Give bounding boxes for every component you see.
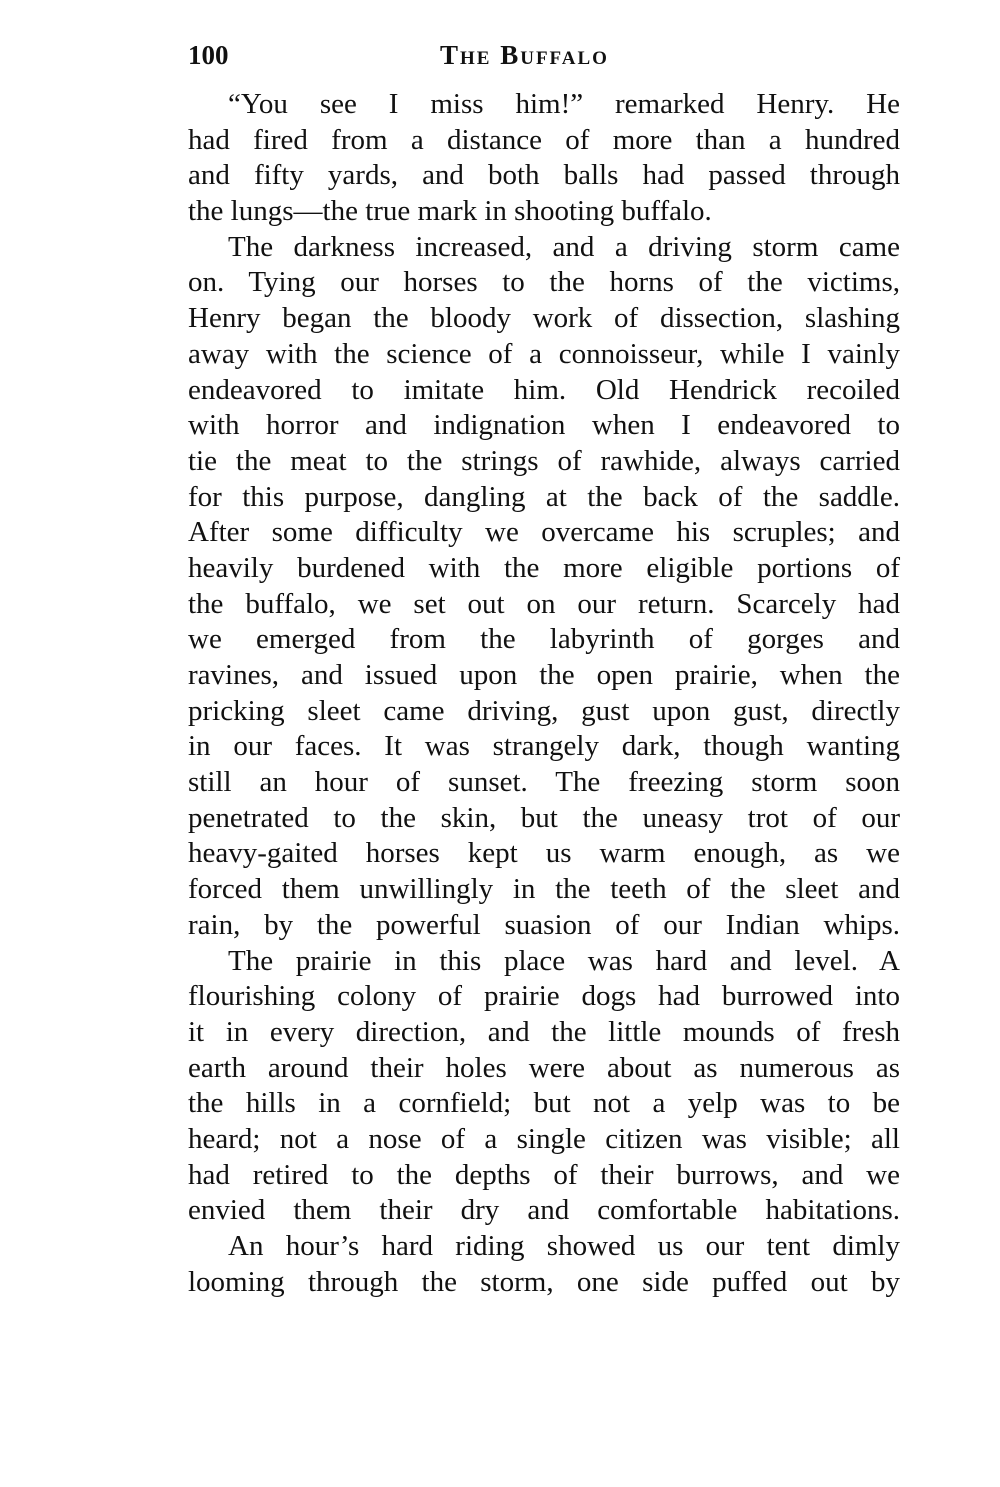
text-line: penetrated to the skin, but the uneasy trot of our [188, 801, 900, 834]
text-line: and fifty yards, and both balls had passed through [188, 159, 900, 192]
text-line: in our faces. It was strangely dark, though wanting [188, 730, 900, 763]
text-line: away with the science of a connoisseur, while I vainly [188, 337, 900, 370]
text-line: had retired to the depths of their burrows, and we [188, 1158, 900, 1191]
paragraph [188, 1229, 900, 1300]
running-title: The Buffalo [440, 40, 609, 70]
body-text [188, 87, 900, 1300]
text-line: the lungs—the true mark in shooting buffalo. [188, 195, 712, 228]
text-line: flourishing colony of prairie dogs had burrowed into [188, 980, 900, 1013]
text-line: ravines, and issued upon the open prairie, when the [188, 659, 900, 691]
text-line: heard; not a nose of a single citizen was visible; all [188, 1122, 900, 1155]
text-line: “You see I miss him!” remarked Henry. He [228, 88, 900, 120]
text-line: had fired from a distance of more than a hundred [188, 123, 900, 156]
text-line: tie the meat to the strings of rawhide, always carried [188, 444, 900, 477]
text-line: rain, by the powerful suasion of our Indian whips. [188, 908, 900, 941]
text-line: for this purpose, dangling at the back of the saddle. [188, 480, 900, 513]
text-line: the hills in a cornfield; but not a yelp was to be [188, 1087, 900, 1120]
text-line: still an hour of sunset. The freezing storm soon [188, 766, 900, 799]
page-number: 100 [188, 40, 229, 70]
text-line: The prairie in this place was hard and level. A [228, 944, 900, 977]
text-line: After some difficulty we overcame his scruples; and [188, 516, 900, 549]
text-line: pricking sleet came driving, gust upon gust, directly [188, 694, 900, 727]
paragraph [188, 87, 900, 230]
text-line: forced them unwillingly in the teeth of the sleet and [188, 873, 900, 906]
paragraph [188, 230, 900, 944]
text-line: heavily burdened with the more eligible portions of [188, 551, 900, 584]
text-line: with horror and indignation when I endeavored to [188, 409, 900, 442]
text-line: Henry began the bloody work of dissection, slashing [188, 302, 900, 335]
text-line: on. Tying our horses to the horns of the victims, [188, 266, 900, 299]
text-line: looming through the storm, one side puffed out by [188, 1265, 900, 1298]
text-line: The darkness increased, and a driving storm came [228, 230, 900, 263]
text-line: earth around their holes were about as numerous as [188, 1051, 900, 1084]
text-line: An hour’s hard riding showed us our tent dimly [228, 1230, 900, 1262]
text-line: endeavored to imitate him. Old Hendrick recoiled [188, 373, 900, 406]
text-line: envied them their dry and comfortable habitations. [188, 1194, 900, 1227]
paragraph [188, 944, 900, 1230]
text-line: we emerged from the labyrinth of gorges and [188, 623, 900, 656]
text-line: it in every direction, and the little mounds of fresh [188, 1015, 900, 1048]
running-header [188, 40, 900, 80]
text-line: heavy-gaited horses kept us warm enough, as we [188, 837, 900, 870]
text-line: the buffalo, we set out on our return. Scarcely had [188, 587, 900, 620]
